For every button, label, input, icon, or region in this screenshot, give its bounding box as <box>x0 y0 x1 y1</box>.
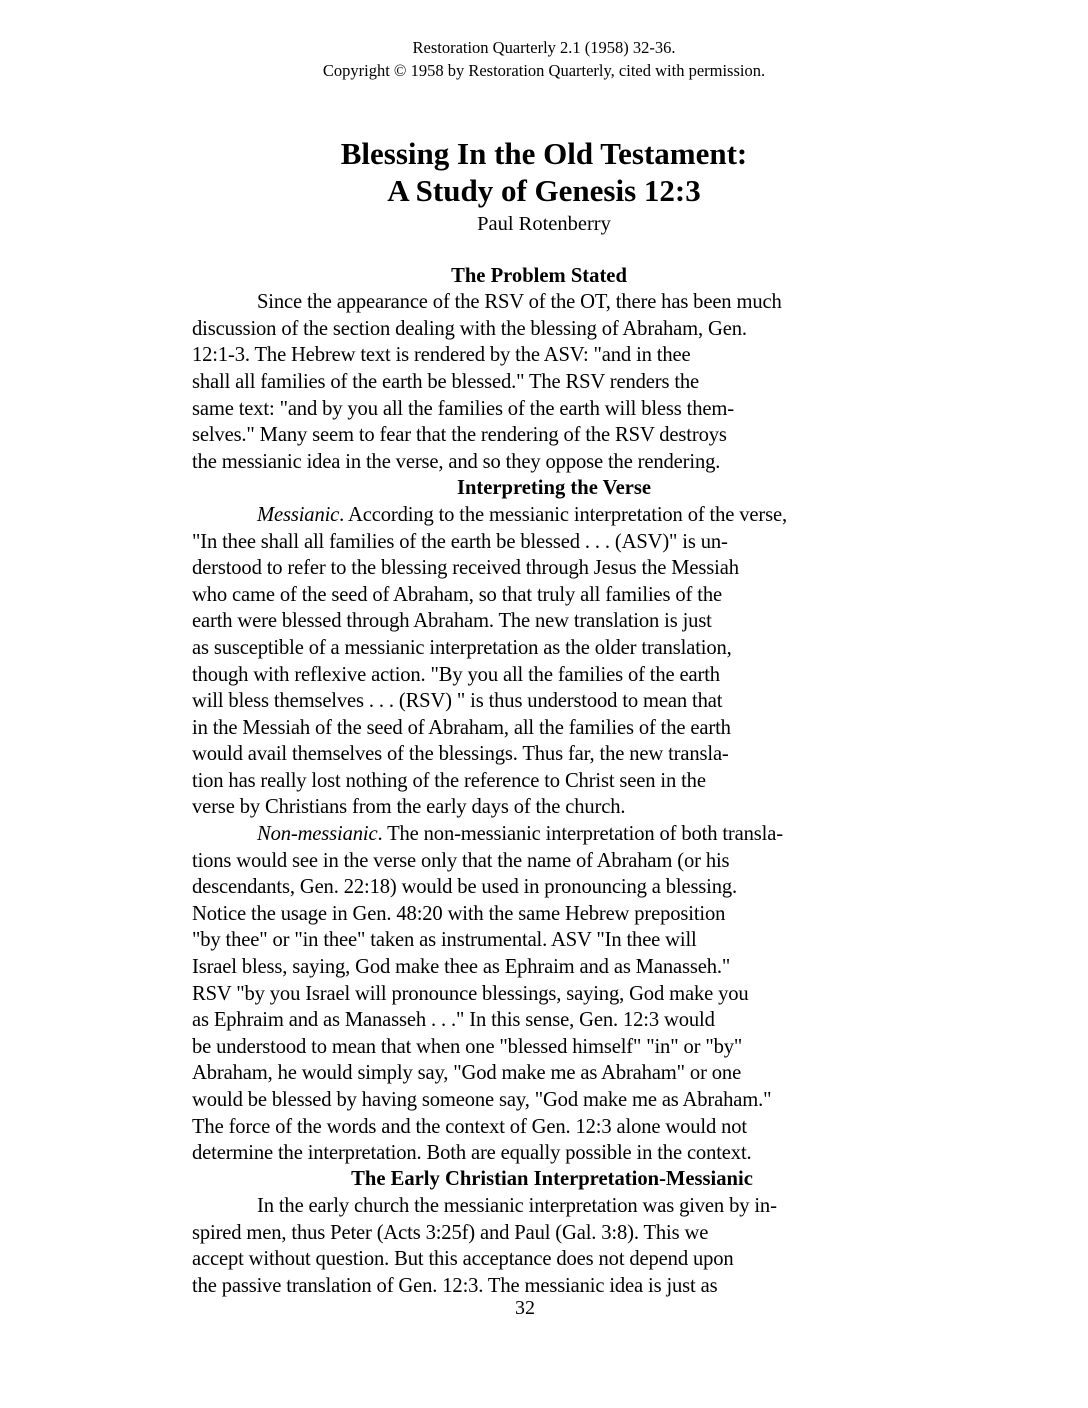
text-line: 12:1-3. The Hebrew text is rendered by the ASV: "and in thee <box>192 344 691 366</box>
article-author: Paul Rotenberry <box>477 213 611 235</box>
text-line: tions would see in the verse only that the name of Abraham (or his <box>192 850 730 872</box>
text-line: tion has really lost nothing of the reference to Christ seen in the <box>192 770 706 792</box>
citation-line: Restoration Quarterly 2.1 (1958) 32-36. <box>412 38 676 57</box>
text-line: discussion of the section dealing with the blessing of Abraham, Gen. <box>192 318 747 340</box>
text-line: in the Messiah of the seed of Abraham, all the families of the earth <box>192 717 731 739</box>
article-title-line1: Blessing In the Old Testament: <box>340 136 748 171</box>
text-line: Abraham, he would simply say, "God make me as Abraham" or one <box>192 1062 742 1084</box>
page-number: 32 <box>515 1297 535 1319</box>
text-line: "by thee" or "in thee" taken as instrumental. ASV "In thee will <box>192 929 697 951</box>
section-heading-problem-stated: The Problem Stated <box>451 265 627 287</box>
text-line: Since the appearance of the RSV of the OT, there has been much <box>257 291 782 313</box>
text-line: shall all families of the earth be blessed." The RSV renders the <box>192 371 700 393</box>
text-line: The force of the words and the context of Gen. 12:3 alone would not <box>192 1116 747 1138</box>
text-line: be understood to mean that when one "blessed himself" "in" or "by" <box>192 1036 743 1058</box>
text-line: Notice the usage in Gen. 48:20 with the same Hebrew preposition <box>192 903 726 925</box>
text-line: as Ephraim and as Manasseh . . ." In this sense, Gen. 12:3 would <box>192 1009 715 1031</box>
text-line: Israel bless, saying, God make thee as Ephraim and as Manasseh." <box>192 956 731 978</box>
text-line: selves." Many seem to fear that the rendering of the RSV destroys <box>192 424 727 446</box>
term-non-messianic: Non-messianic <box>257 823 378 845</box>
text-line: who came of the seed of Abraham, so that truly all families of the <box>192 584 722 606</box>
text-line: derstood to refer to the blessing received through Jesus the Messiah <box>192 557 739 579</box>
text-line: verse by Christians from the early days of the church. <box>192 796 626 818</box>
text-line: as susceptible of a messianic interpretation as the older translation, <box>192 637 732 659</box>
text-line: will bless themselves . . . (RSV) " is thus understood to mean that <box>192 690 723 712</box>
section-heading-interpreting-verse: Interpreting the Verse <box>456 477 652 499</box>
text-line: same text: "and by you all the families of the earth will bless them- <box>192 398 734 420</box>
text-line: though with reflexive action. "By you all the families of the earth <box>192 664 720 686</box>
text-line-non-messianic: Non-messianic. The non-messianic interpretation of both transla- <box>257 823 783 845</box>
text-line: the passive translation of Gen. 12:3. The messianic idea is just as <box>192 1275 718 1297</box>
text-line: "In thee shall all families of the earth be blessed . . . (ASV)" is un- <box>192 531 728 553</box>
text-line: RSV "by you Israel will pronounce blessings, saying, God make you <box>192 983 749 1005</box>
text-line: would be blessed by having someone say, "God make me as Abraham." <box>192 1089 772 1111</box>
text-line: earth were blessed through Abraham. The new translation is just <box>192 610 712 632</box>
text-line: would avail themselves of the blessings. Thus far, the new transla- <box>192 743 729 765</box>
text-line: determine the interpretation. Both are equally possible in the context. <box>192 1142 752 1164</box>
copyright-line: Copyright © 1958 by Restoration Quarterly, cited with permission. <box>322 61 766 80</box>
text-line: In the early church the messianic interpretation was given by in- <box>257 1195 777 1217</box>
section-heading-early-christian: The Early Christian Interpretation-Messianic <box>351 1168 753 1190</box>
text-line: spired men, thus Peter (Acts 3:25f) and Paul (Gal. 3:8). This we <box>192 1222 709 1244</box>
text-line-messianic: Messianic. According to the messianic interpretation of the verse, <box>257 504 787 526</box>
term-messianic: Messianic <box>257 504 340 526</box>
article-title-line2: A Study of Genesis 12:3 <box>387 173 701 208</box>
text-line: descendants, Gen. 22:18) would be used in pronouncing a blessing. <box>192 876 738 898</box>
text-line: accept without question. But this acceptance does not depend upon <box>192 1248 734 1270</box>
text-line: the messianic idea in the verse, and so they oppose the rendering. <box>192 451 721 473</box>
